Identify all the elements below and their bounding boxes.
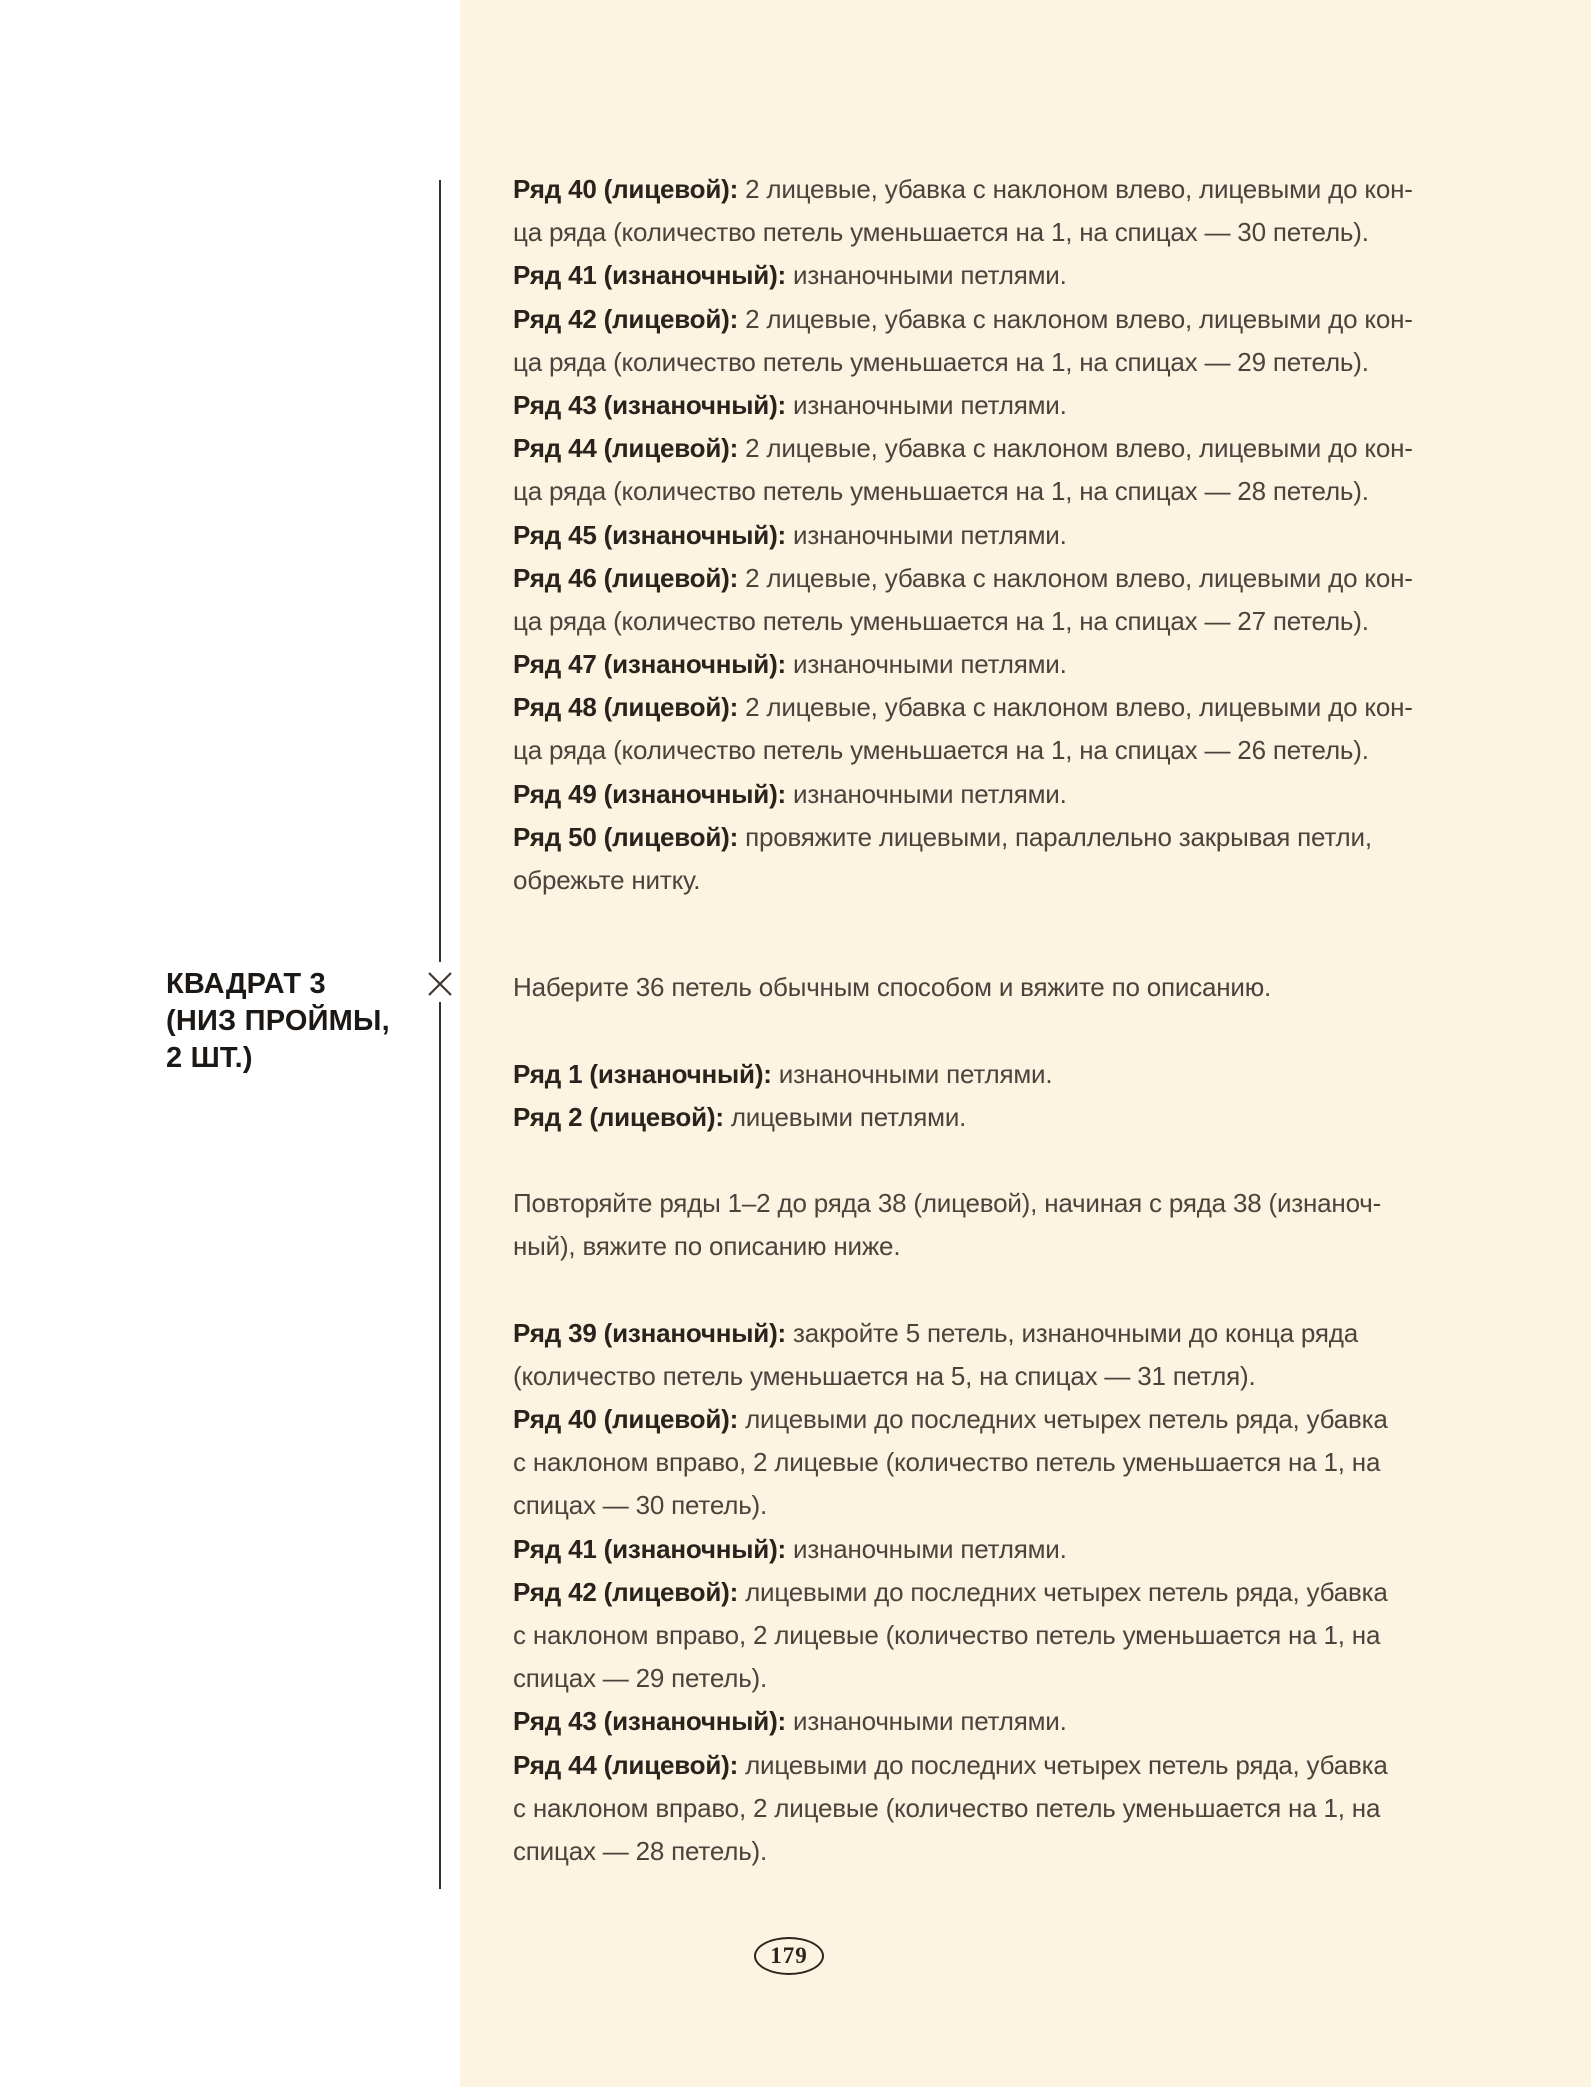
row-text: 2 лицевые, убавка с наклоном влево, лицевыми до кон- xyxy=(745,562,1413,593)
paragraph-gap xyxy=(513,1269,1453,1312)
row-text: ца ряда (количество петель уменьшается на 1, на спицах — 29 петель). xyxy=(513,346,1369,377)
section-heading-line: 2 ШТ.) xyxy=(166,1042,253,1074)
row-text: ца ряда (количество петель уменьшается на 1, на спицах — 30 петель). xyxy=(513,217,1369,248)
text-line xyxy=(513,773,1453,816)
section-heading-line: КВАДРАТ 3 xyxy=(166,968,326,1000)
text-line xyxy=(513,1441,1453,1484)
section-divider-line-bottom xyxy=(439,1002,441,1889)
row-label: Ряд 42 (лицевой): xyxy=(513,303,739,334)
row-text: изнаночными петлями. xyxy=(793,1533,1067,1564)
text-line xyxy=(513,1528,1453,1571)
row-text: 2 лицевые, убавка с наклоном влево, лицевыми до кон- xyxy=(745,692,1413,723)
row-text: изнаночными петлями. xyxy=(793,389,1067,420)
row-label: Ряд 40 (лицевой): xyxy=(513,174,739,204)
text-line xyxy=(513,341,1453,384)
section-gap xyxy=(513,902,1453,966)
section-divider-line-top xyxy=(439,180,441,962)
text-line xyxy=(513,1398,1453,1441)
row-text: ца ряда (количество петель уменьшается на 1, на спицах — 27 петель). xyxy=(513,605,1369,636)
row-label: Ряд 49 (изнаночный): xyxy=(513,778,787,809)
row-label: Ряд 48 (лицевой): xyxy=(513,692,739,723)
row-label: Ряд 47 (изнаночный): xyxy=(513,649,787,680)
row-text: (количество петель уменьшается на 5, на спицах — 31 петля). xyxy=(513,1360,1256,1391)
text-line xyxy=(513,686,1453,729)
row-label: Ряд 45 (изнаночный): xyxy=(513,519,787,550)
row-text: спицах — 30 петель). xyxy=(513,1490,768,1521)
row-text: с наклоном вправо, 2 лицевые (количество петель уменьшается на 1, на xyxy=(513,1447,1381,1478)
text-line xyxy=(513,1830,1453,1873)
row-text: изнаночными петлями. xyxy=(793,260,1067,291)
row-label: Ряд 40 (лицевой): xyxy=(513,1404,739,1435)
text-line xyxy=(513,1700,1453,1743)
row-label: Ряд 41 (изнаночный): xyxy=(513,1533,787,1564)
row-label: Ряд 1 (изнаночный): xyxy=(513,1058,772,1089)
text-line xyxy=(513,1614,1453,1657)
row-text: ца ряда (количество петель уменьшается на 1, на спицах — 26 петель). xyxy=(513,735,1369,766)
page-number-badge xyxy=(754,1937,824,1975)
row-text: Наберите 36 петель обычным способом и вяжите по описанию. xyxy=(513,972,1272,1003)
text-line xyxy=(513,1096,1453,1139)
text-line xyxy=(513,1225,1453,1268)
text-line xyxy=(513,1182,1453,1225)
row-text: изнаночными петлями. xyxy=(778,1058,1053,1089)
page-number: 179 xyxy=(770,1943,808,1968)
paragraph-gap xyxy=(513,1139,1453,1182)
row-label: Ряд 43 (изнаночный): xyxy=(513,1706,787,1737)
row-label: Ряд 44 (лицевой): xyxy=(513,1749,739,1780)
row-text: 2 лицевые, убавка с наклоном влево, лицевыми до кон- xyxy=(745,303,1413,334)
row-text: обрежьте нитку. xyxy=(513,865,701,895)
text-line xyxy=(513,966,1453,1009)
row-text: 2 лицевые, убавка с наклоном влево, лицевыми до кон- xyxy=(745,174,1413,204)
row-text: ный), вяжите по описанию ниже. xyxy=(513,1231,901,1262)
row-label: Ряд 43 (изнаночный): xyxy=(513,389,787,420)
row-label: Ряд 46 (лицевой): xyxy=(513,562,739,593)
text-line xyxy=(513,1744,1453,1787)
row-text: лицевыми до последних четырех петель ряда, убавка xyxy=(745,1576,1388,1607)
text-line xyxy=(513,729,1453,772)
text-line xyxy=(513,1787,1453,1830)
text-line xyxy=(513,816,1453,859)
row-text: спицах — 28 петель). xyxy=(513,1835,768,1866)
paragraph-gap xyxy=(513,1009,1453,1052)
row-text: ца ряда (количество петель уменьшается на 1, на спицах — 28 петель). xyxy=(513,476,1369,507)
text-line xyxy=(513,643,1453,686)
row-text: 2 лицевые, убавка с наклоном влево, лицевыми до кон- xyxy=(745,433,1413,464)
text-line xyxy=(513,859,1453,902)
row-text: изнаночными петлями. xyxy=(793,649,1067,680)
text-line xyxy=(513,1571,1453,1614)
row-label: Ряд 44 (лицевой): xyxy=(513,433,739,464)
row-text: с наклоном вправо, 2 лицевые (количество петель уменьшается на 1, на xyxy=(513,1620,1381,1650)
text-line xyxy=(513,427,1453,470)
text-line xyxy=(513,384,1453,427)
text-line xyxy=(513,514,1453,557)
row-text: провяжите лицевыми, параллельно закрывая петли, xyxy=(745,821,1372,852)
text-line xyxy=(513,168,1453,211)
row-label: Ряд 50 (лицевой): xyxy=(513,821,739,852)
row-label: Ряд 41 (изнаночный): xyxy=(513,260,787,291)
row-text: изнаночными петлями. xyxy=(793,778,1067,809)
row-text: закройте 5 петель, изнаночными до конца ряда xyxy=(793,1317,1358,1348)
text-line xyxy=(513,211,1453,254)
section-heading-line: (НИЗ ПРОЙМЫ, xyxy=(166,1005,390,1037)
body-text xyxy=(513,168,1453,1873)
text-line xyxy=(513,557,1453,600)
row-text: спицах — 29 петель). xyxy=(513,1663,768,1694)
row-text: изнаночными петлями. xyxy=(793,1706,1067,1737)
row-text: изнаночными петлями. xyxy=(793,519,1067,550)
text-line xyxy=(513,1312,1453,1355)
section-heading xyxy=(166,966,466,1077)
row-text: лицевыми петлями. xyxy=(730,1101,967,1132)
text-line xyxy=(513,1053,1453,1096)
text-line xyxy=(513,1657,1453,1700)
text-line xyxy=(513,470,1453,513)
row-label: Ряд 39 (изнаночный): xyxy=(513,1317,787,1348)
text-line xyxy=(513,1355,1453,1398)
row-text: лицевыми до последних четырех петель ряда, убавка xyxy=(745,1404,1388,1435)
row-label: Ряд 2 (лицевой): xyxy=(513,1101,724,1132)
row-text: Повторяйте ряды 1–2 до ряда 38 (лицевой), начиная с ряда 38 (изнаноч- xyxy=(513,1188,1382,1219)
text-line xyxy=(513,298,1453,341)
row-text: лицевыми до последних четырех петель ряда, убавка xyxy=(745,1749,1388,1780)
row-label: Ряд 42 (лицевой): xyxy=(513,1576,739,1607)
text-line xyxy=(513,600,1453,643)
row-text: с наклоном вправо, 2 лицевые (количество петель уменьшается на 1, на xyxy=(513,1792,1381,1823)
text-line xyxy=(513,1484,1453,1527)
text-line xyxy=(513,254,1453,297)
